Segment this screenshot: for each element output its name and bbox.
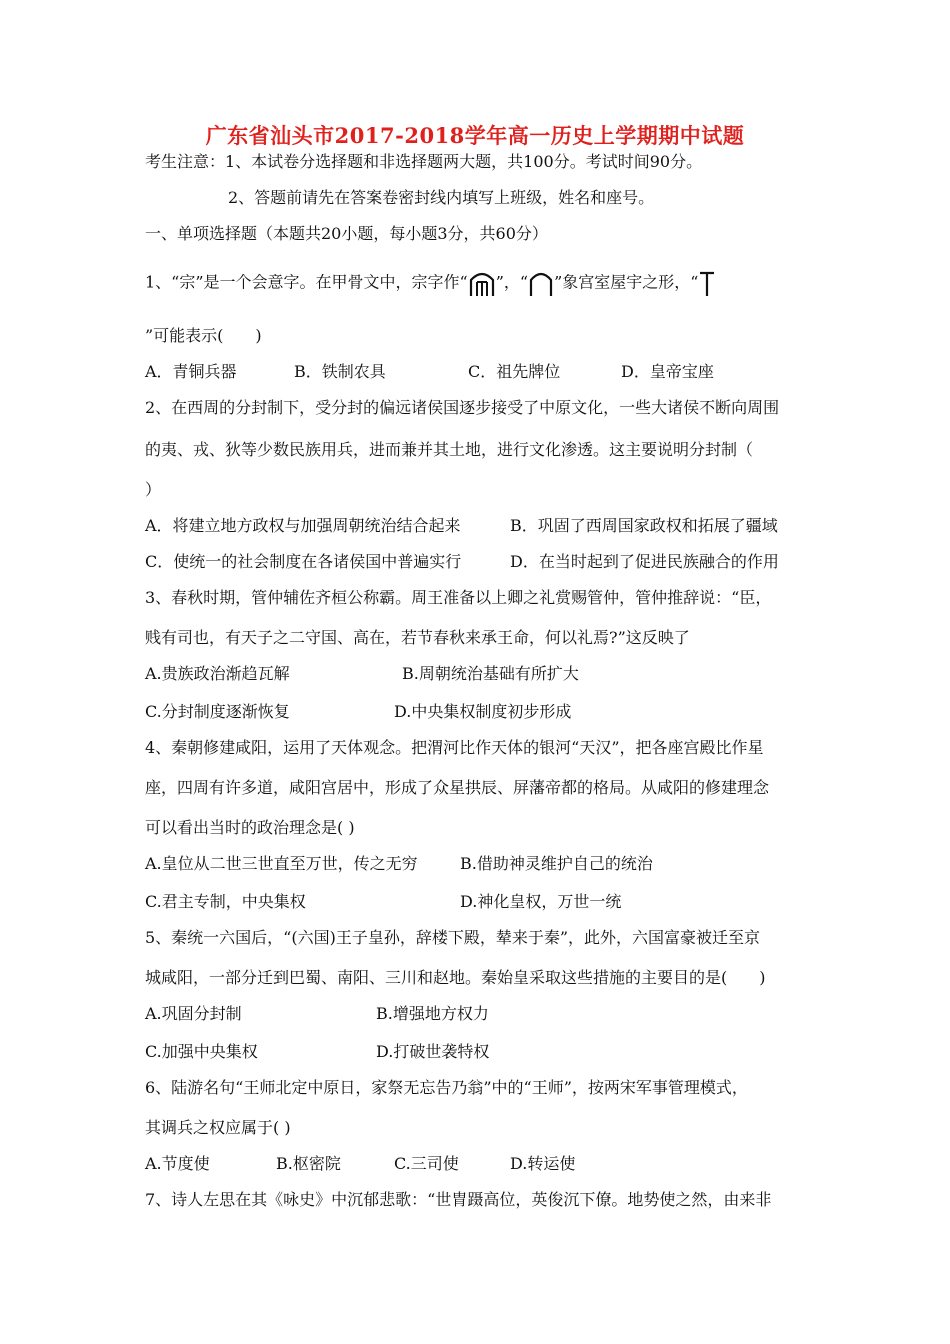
q5-option-b[interactable]: B.增强地方权力 <box>376 1004 489 1023</box>
q4-option-d[interactable]: D.神化皇权，万世一统 <box>460 892 622 911</box>
section-heading: 一、单项选择题（本题共20小题，每小题3分，共60分） <box>145 224 548 243</box>
question-4-line-3: 可以看出当时的政治理念是( ) <box>145 818 355 837</box>
q2-option-c[interactable]: C．使统一的社会制度在各诸侯国中普遍实行 <box>145 552 462 571</box>
question-4-line-2: 座，四周有许多道，咸阳宫居中，形成了众星拱辰、屏藩帝都的格局。从咸阳的修建理念 <box>145 778 770 797</box>
q3-option-c[interactable]: C.分封制度逐渐恢复 <box>145 702 290 721</box>
q1-option-d[interactable]: D．皇帝宝座 <box>621 362 714 381</box>
q1-option-a[interactable]: A．青铜兵器 <box>145 362 237 381</box>
q1-option-c[interactable]: C．祖先牌位 <box>468 362 561 381</box>
oracle-tablet-glyph-icon <box>698 268 716 298</box>
page-title: 广东省汕头市2017-2018学年高一历史上学期期中试题 <box>205 123 745 148</box>
q2-option-b[interactable]: B．巩固了西周国家政权和拓展了疆域 <box>510 516 778 535</box>
question-3-line-2: 贱有司也，有天子之二守国、高在，若节春秋来承王命，何以礼焉?”这反映了 <box>145 628 690 647</box>
question-2-line-1: 2、在西周的分封制下，受分封的偏远诸侯国逐步接受了中原文化，一些大诸侯不断向周围 <box>145 398 780 417</box>
q1-text-part-1: 1、“宗”是一个会意字。在甲骨文中，宗字作“ <box>145 272 468 292</box>
q3-option-a[interactable]: A.贵族政治渐趋瓦解 <box>145 664 290 683</box>
notice-line-1: 考生注意：1、本试卷分选择题和非选择题两大题，共100分。考试时间90分。 <box>145 152 703 171</box>
q5-option-a[interactable]: A.巩固分封制 <box>145 1004 242 1023</box>
q1-text-part-3: ”象宫室屋宇之形，“ <box>554 272 699 292</box>
q2-option-a[interactable]: A．将建立地方政权与加强周朝统治结合起来 <box>145 516 461 535</box>
question-2-line-2: 的夷、戎、狄等少数民族用兵，进而兼并其土地，进行文化渗透。这主要说明分封制（ <box>145 440 754 459</box>
question-3-line-1: 3、春秋时期，管仲辅佐齐桓公称霸。周王准备以上卿之礼赏赐管仲，管仲推辞说：“臣， <box>145 588 772 607</box>
oracle-roof-glyph-icon <box>528 268 554 298</box>
oracle-zong-glyph-icon <box>468 268 496 298</box>
q5-option-d[interactable]: D.打破世袭特权 <box>376 1042 490 1061</box>
q3-option-d[interactable]: D.中央集权制度初步形成 <box>394 702 572 721</box>
q6-option-d[interactable]: D.转运使 <box>510 1154 576 1173</box>
question-2-line-3: ） <box>145 480 162 499</box>
notice-line-2: 2、答题前请先在答案卷密封线内填写上班级，姓名和座号。 <box>228 188 655 207</box>
question-5-line-2: 城咸阳，一部分迁到巴蜀、南阳、三川和赵地。秦始皇采取这些措施的主要目的是( ) <box>145 968 766 987</box>
question-6-line-2: 其调兵之权应属于( ) <box>145 1118 291 1137</box>
q6-option-b[interactable]: B.枢密院 <box>276 1154 341 1173</box>
q1-text-part-2: ”，“ <box>495 272 529 292</box>
q2-option-d[interactable]: D．在当时起到了促进民族融合的作用 <box>510 552 779 571</box>
q5-option-c[interactable]: C.加强中央集权 <box>145 1042 258 1061</box>
question-1-stem-cont: ”可能表示( ) <box>145 326 262 345</box>
q4-option-b[interactable]: B.借助神灵维护自己的统治 <box>460 854 653 873</box>
q6-option-c[interactable]: C.三司使 <box>394 1154 459 1173</box>
q1-option-b[interactable]: B．铁制农具 <box>294 362 386 381</box>
q6-option-a[interactable]: A.节度使 <box>145 1154 210 1173</box>
q4-option-c[interactable]: C.君主专制，中央集权 <box>145 892 306 911</box>
question-4-line-1: 4、秦朝修建咸阳，运用了天体观念。把渭河比作天体的银河“天汉”，把各座宫殿比作星 <box>145 738 764 757</box>
question-5-line-1: 5、秦统一六国后，“(六国)王子皇孙，辞楼下殿，辇来于秦”，此外，六国富豪被迁至京 <box>145 928 761 947</box>
q3-option-b[interactable]: B.周朝统治基础有所扩大 <box>402 664 579 683</box>
question-1-stem <box>145 268 815 298</box>
question-6-line-1: 6、陆游名句“王师北定中原日，家祭无忘告乃翁”中的“王师”，按两宋军事管理模式， <box>145 1078 748 1097</box>
question-7-line-1: 7、诗人左思在其《咏史》中沉郁悲歌：“世胄蹑高位，英俊沉下僚。地势使之然，由来非 <box>145 1190 772 1209</box>
q4-option-a[interactable]: A.皇位从二世三世直至万世，传之无穷 <box>145 854 418 873</box>
